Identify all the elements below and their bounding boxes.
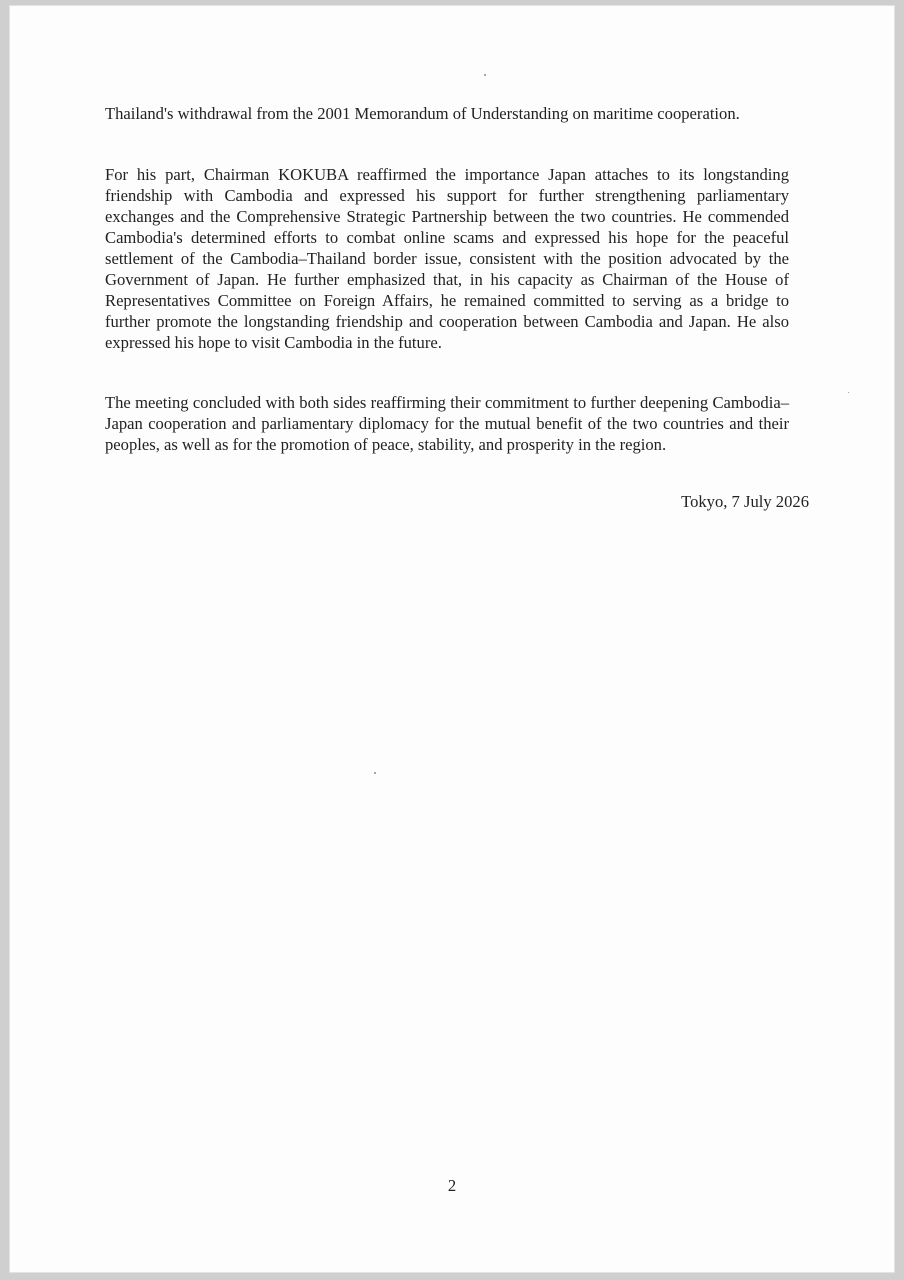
paragraph-continuation: Thailand's withdrawal from the 2001 Memorandum of Understanding on maritime cooperation. [105, 104, 740, 123]
scan-speck [848, 392, 849, 393]
place-and-date: Tokyo, 7 July 2026 [681, 492, 809, 511]
page-number: 2 [447, 1176, 457, 1195]
paragraph-conclusion: The meeting concluded with both sides reaffirming their commitment to further deepening Cambodia–Japan cooperation and parliamentary diplomacy for the mutual benefit of the two countries and their peoples, as well as for the promotion of peace, stability, and prosperity in the region. [105, 393, 789, 454]
scan-speck [484, 74, 486, 76]
scan-speck [374, 772, 376, 774]
paragraph-chairman-remarks: For his part, Chairman KOKUBA reaffirmed the importance Japan attaches to its longstanding friendship with Cambodia and expressed his support for further strengthening parliamentary exchanges and the Comprehensive Strategic Partnership between the two countries. He commended Cambodia's determined efforts to combat online scams and expressed his hope for the peaceful settlement of the Cambodia–Thailand border issue, consistent with the position advocated by the Government of Japan. He further emphasized that, in his capacity as Chairman of the House of Representatives Committee on Foreign Affairs, he remained committed to serving as a bridge to further promote the longstanding friendship and cooperation between Cambodia and Japan. He also expressed his hope to visit Cambodia in the future. [105, 165, 789, 352]
